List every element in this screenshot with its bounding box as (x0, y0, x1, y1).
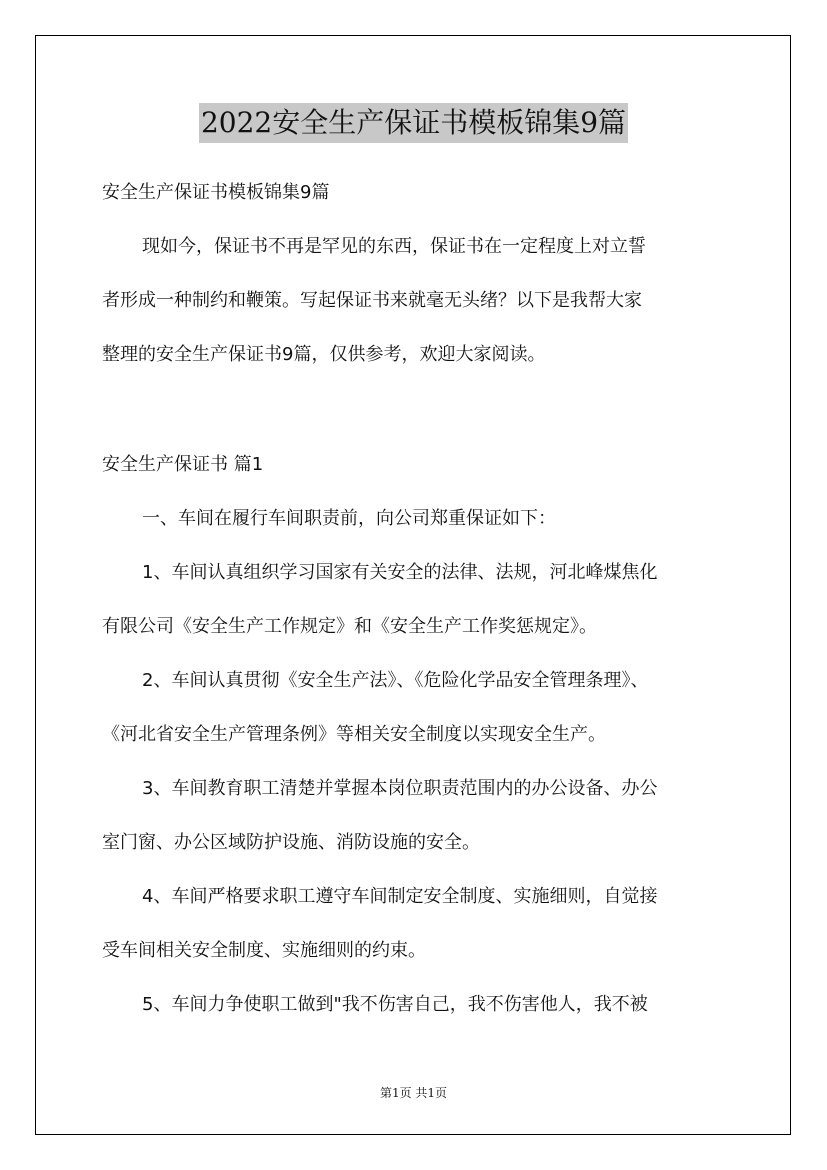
paragraph-line: 现如今，保证书不再是罕见的东西，保证书在一定程度上对立誓 (142, 236, 646, 257)
paragraph-line: 有限公司《安全生产工作规定》和《安全生产工作奖惩规定》。 (102, 616, 597, 637)
paragraph-line: 3、车间教育职工清楚并掌握本岗位职责范围内的办公设备、办公 (142, 778, 658, 799)
section-heading: 安全生产保证书 篇1 (102, 454, 264, 475)
paragraph-line: 2、车间认真贯彻《安全生产法》、《危险化学品安全管理条理》、 (142, 670, 649, 691)
page-number: 第1页 共1页 (379, 1086, 448, 1100)
paragraph-line: 一、车间在履行车间职责前，向公司郑重保证如下： (142, 508, 556, 529)
paragraph-line: 受车间相关安全制度、实施细则的约束。 (102, 940, 426, 961)
paragraph-line: 5、车间力争使职工做到"我不伤害自己，我不伤害他人，我不被 (142, 994, 648, 1015)
document-subtitle: 安全生产保证书模板锦集9篇 (102, 182, 330, 203)
paragraph-line: 《河北省安全生产管理条例》等相关安全制度以实现安全生产。 (102, 724, 606, 745)
paragraph-line: 整理的安全生产保证书9篇，仅供参考，欢迎大家阅读。 (102, 344, 546, 365)
paragraph-line: 1、车间认真组织学习国家有关安全的法律、法规，河北峰煤焦化 (142, 562, 658, 583)
paragraph-line: 室门窗、办公区域防护设施、消防设施的安全。 (102, 832, 480, 853)
document-title: 2022安全生产保证书模板锦集9篇 (199, 103, 628, 143)
paragraph-line: 者形成一种制约和鞭策。写起保证书来就毫无头绪？以下是我帮大家 (102, 290, 642, 311)
paragraph-line: 4、车间严格要求职工遵守车间制定安全制度、实施细则，自觉接 (142, 886, 658, 907)
